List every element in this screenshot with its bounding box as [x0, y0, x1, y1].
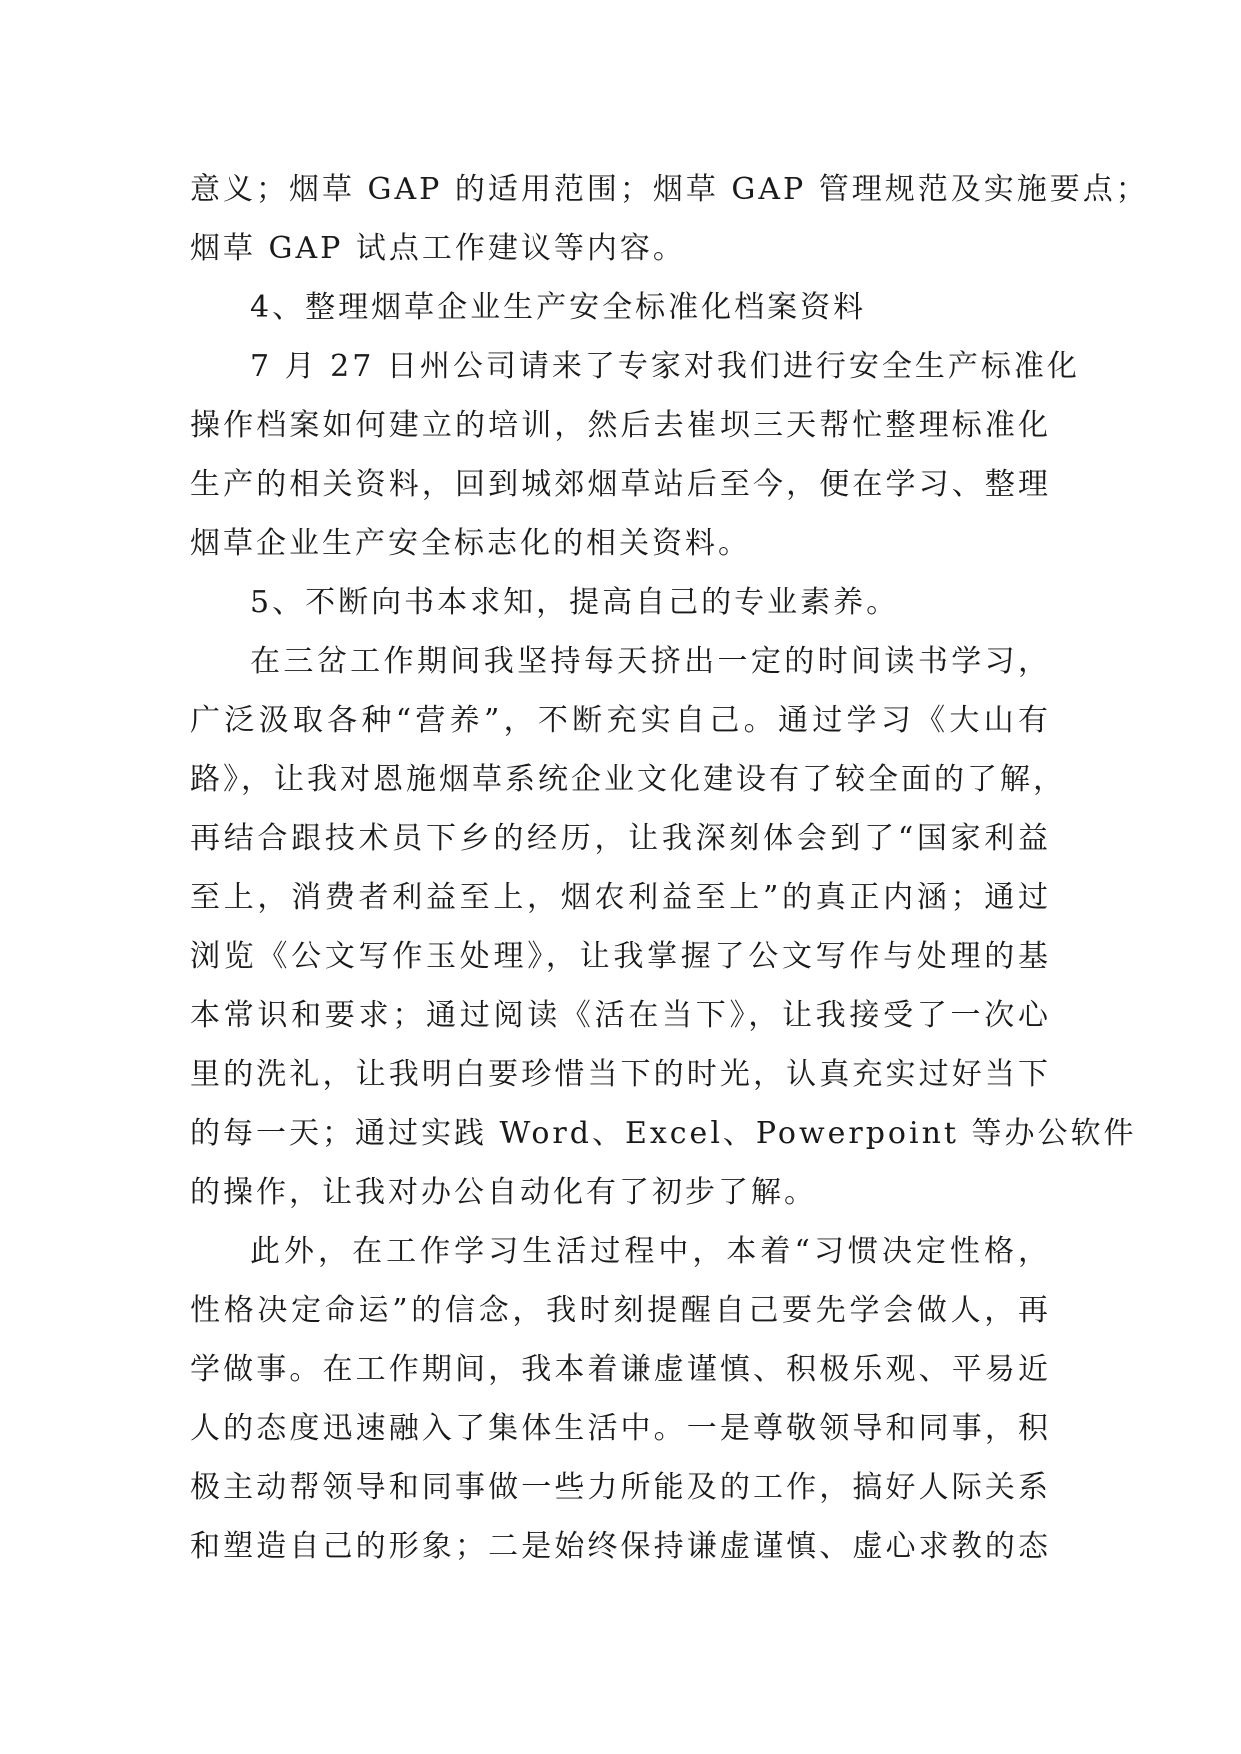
paragraph [190, 632, 1137, 1222]
text-line: 学做事。在工作期间，我本着谦虚谨慎、积极乐观、平易近 [190, 1352, 1051, 1387]
text-line: 路》，让我对恩施烟草系统企业文化建设有了较全面的了解， [190, 762, 1066, 797]
text-line: 的操作，让我对办公自动化有了初步了解。 [190, 1175, 817, 1210]
text-line: 本常识和要求；通过阅读《活在当下》，让我接受了一次心 [190, 998, 1051, 1033]
paragraph [190, 1222, 1051, 1576]
text-line: 此外，在工作学习生活过程中，本着“习惯决定性格， [250, 1234, 1051, 1269]
text-line: 意义；烟草 GAP 的适用范围；烟草 GAP 管理规范及实施要点； [190, 172, 1149, 207]
paragraph [190, 160, 1149, 278]
text-line: 操作档案如何建立的培训，然后去崔坝三天帮忙整理标准化 [190, 408, 1051, 443]
text-line: 浏览《公文写作玉处理》，让我掌握了公文写作与处理的基 [190, 939, 1051, 974]
text-line: 4、整理烟草企业生产安全标准化档案资料 [250, 290, 867, 325]
text-line: 烟草 GAP 试点工作建议等内容。 [190, 231, 686, 266]
paragraph [190, 337, 1080, 573]
text-line: 极主动帮领导和同事做一些力所能及的工作，搞好人际关系 [190, 1470, 1051, 1505]
text-line: 里的洗礼，让我明白要珍惜当下的时光，认真充实过好当下 [190, 1057, 1051, 1092]
text-line: 的每一天；通过实践 Word、Excel、Powerpoint 等办公软件 [190, 1116, 1137, 1151]
section-heading [190, 573, 1051, 632]
text-line: 5、不断向书本求知，提高自己的专业素养。 [250, 585, 900, 620]
text-line: 烟草企业生产安全标志化的相关资料。 [190, 526, 751, 561]
text-line: 生产的相关资料，回到城郊烟草站后至今，便在学习、整理 [190, 467, 1051, 502]
text-line: 7 月 27 日州公司请来了专家对我们进行安全生产标准化 [250, 349, 1080, 384]
text-line: 人的态度迅速融入了集体生活中。一是尊敬领导和同事，积 [190, 1411, 1051, 1446]
text-line: 广泛汲取各种“营养”，不断充实自己。通过学习《大山有 [190, 703, 1051, 738]
section-heading [190, 278, 1051, 337]
text-line: 在三岔工作期间我坚持每天挤出一定的时间读书学习， [250, 644, 1051, 679]
text-line: 和塑造自己的形象；二是始终保持谦虚谨慎、虚心求教的态 [190, 1529, 1051, 1564]
text-line: 至上，消费者利益至上，烟农利益至上”的真正内涵；通过 [190, 880, 1051, 915]
text-line: 再结合跟技术员下乡的经历，让我深刻体会到了“国家利益 [190, 821, 1051, 856]
text-line: 性格决定命运”的信念，我时刻提醒自己要先学会做人，再 [190, 1293, 1051, 1328]
